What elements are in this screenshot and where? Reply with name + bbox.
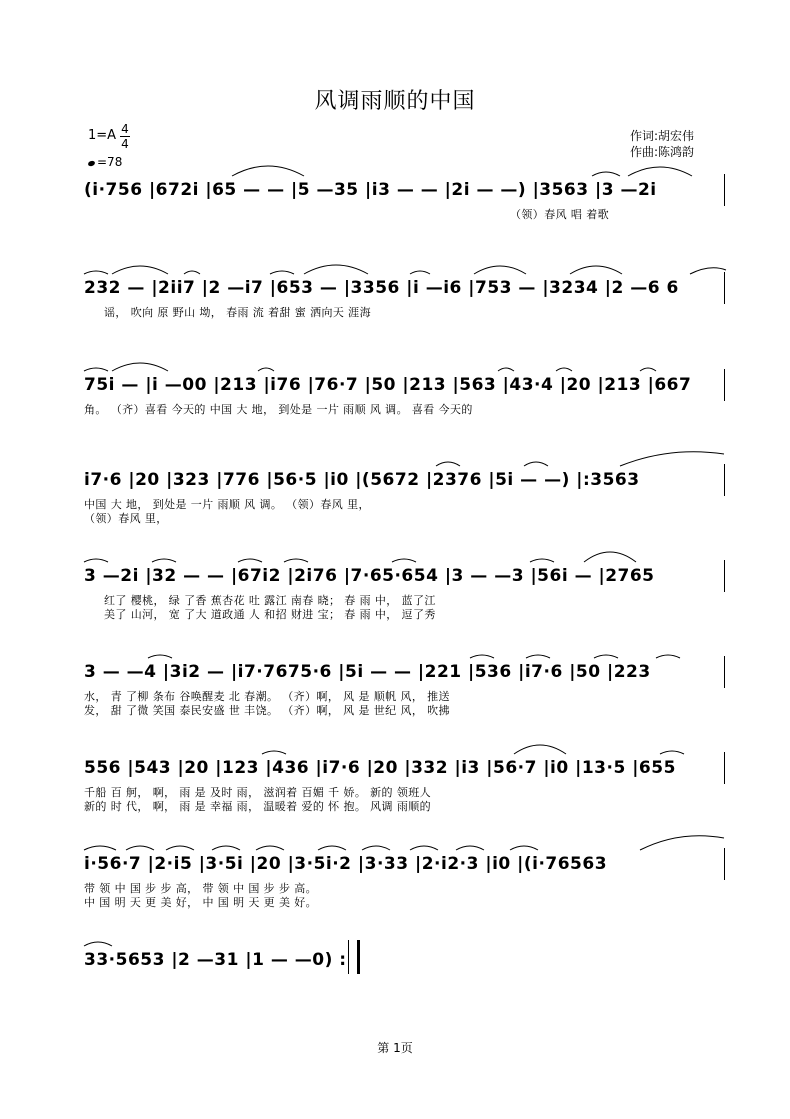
slur-marks bbox=[0, 440, 790, 470]
barline bbox=[724, 369, 725, 401]
page-number: 第 1页 bbox=[377, 1041, 413, 1055]
barline bbox=[724, 656, 725, 688]
lyrics-line-1: （领）春风 唱 着歌 bbox=[510, 208, 609, 221]
lyrics-line-2: 中 国 明 天 更 美 好， 中 国 明 天 更 美 好。 bbox=[84, 896, 318, 909]
lyrics-line-1: 角。 （齐）喜看 今天的 中国 大 地， 到处是 一片 雨顺 风 调。 喜看 今天的 bbox=[84, 403, 473, 416]
slur-marks bbox=[0, 824, 790, 854]
notation-line: i7·6 |20 |323 |776 |56·5 |i0 |(5672 |2376 |5i — —) |:3563 bbox=[84, 470, 640, 490]
final-repeat-barline bbox=[348, 940, 360, 974]
lyrics-line-1: 谣， 吹向 原 野山 坳， 春雨 流 着甜 蜜 洒向天 涯海 bbox=[104, 306, 371, 319]
notation-line: 33·5653 |2 —31 |1 — —0) : bbox=[84, 950, 347, 970]
notation-line: 3 —2i |32 — — |67i2 |2i76 |7·65·654 |3 — —3 |56i — |2765 bbox=[84, 566, 655, 586]
lyrics-line-2: 新的 时 代， 啊， 雨 是 幸福 雨， 温暖着 爱的 怀 抱。 风调 雨顺的 bbox=[84, 800, 432, 813]
lyrics-line-2: 发， 甜 了微 笑国 泰民安盛 世 丰饶。 （齐）啊， 风 是 世纪 风， 吹拂 bbox=[84, 704, 450, 717]
meter-bottom: 4 bbox=[121, 137, 129, 151]
barline bbox=[724, 752, 725, 784]
barline bbox=[724, 174, 725, 206]
composer: 作曲:陈鸿韵 bbox=[630, 145, 695, 159]
slur-marks bbox=[0, 728, 790, 758]
lyricist: 作词:胡宏伟 bbox=[630, 129, 695, 143]
barline bbox=[724, 272, 725, 304]
barline bbox=[724, 464, 725, 496]
meter-top: 4 bbox=[121, 122, 129, 136]
slur-marks bbox=[0, 632, 790, 662]
lyrics-line-2: 美了 山河， 宽 了大 道政通 人 和招 财进 宝； 春 雨 中， 逗了秀 bbox=[104, 608, 436, 621]
barline bbox=[724, 560, 725, 592]
lyrics-line-1: 水， 青 了柳 条布 谷唤醒麦 北 春潮。 （齐）啊， 风 是 顺帆 风， 推送 bbox=[84, 690, 450, 703]
notation-line: (i·756 |672i |65 — — |5 —35 |i3 — — |2i — —) |3563 |3 —2i bbox=[84, 180, 657, 200]
slur-marks bbox=[0, 248, 790, 278]
notation-line: 3 — —4 |3i2 — |i7·7675·6 |5i — — |221 |536 |i7·6 |50 |223 bbox=[84, 662, 651, 682]
notation-line: i·56·7 |2·i5 |3·5i |20 |3·5i·2 |3·33 |2·i2·3 |i0 |(i·76563 bbox=[84, 854, 608, 874]
time-signature bbox=[120, 122, 130, 151]
tempo-value: =78 bbox=[97, 155, 123, 169]
lyrics-line-1: 红了 樱桃， 绿 了香 蕉杏花 吐 露江 南春 晓； 春 雨 中， 蓝了江 bbox=[104, 594, 436, 607]
slur-marks bbox=[0, 345, 790, 375]
barline bbox=[724, 848, 725, 880]
lyrics-line-2: （领）春风 里， bbox=[84, 512, 168, 525]
lyrics-line-1: 带 领 中 国 步 步 高， 带 领 中 国 步 步 高。 bbox=[84, 882, 318, 895]
slur-marks bbox=[0, 920, 790, 950]
slur-marks bbox=[0, 150, 790, 180]
notation-line: 556 |543 |20 |123 |436 |i7·6 |20 |332 |i3 |56·7 |i0 |13·5 |655 bbox=[84, 758, 676, 778]
slur-marks bbox=[0, 536, 790, 566]
song-title: 风调雨顺的中国 bbox=[314, 89, 476, 114]
key-signature: 1=A bbox=[88, 128, 117, 143]
notation-line: 232 — |2ii7 |2 —i7 |653 — |3356 |i —i6 |753 — |3234 |2 —6 6 bbox=[84, 278, 679, 298]
lyrics-line-1: 中国 大 地， 到处是 一片 雨顺 风 调。 （领）春风 里， bbox=[84, 498, 370, 511]
notation-line: 75i — |i —00 |213 |i76 |76·7 |50 |213 |563 |43·4 |20 |213 |667 bbox=[84, 375, 692, 395]
lyrics-line-1: 千船 百 舸， 啊， 雨 是 及时 雨， 滋润着 百媚 千 娇。 新的 领班人 bbox=[84, 786, 432, 799]
